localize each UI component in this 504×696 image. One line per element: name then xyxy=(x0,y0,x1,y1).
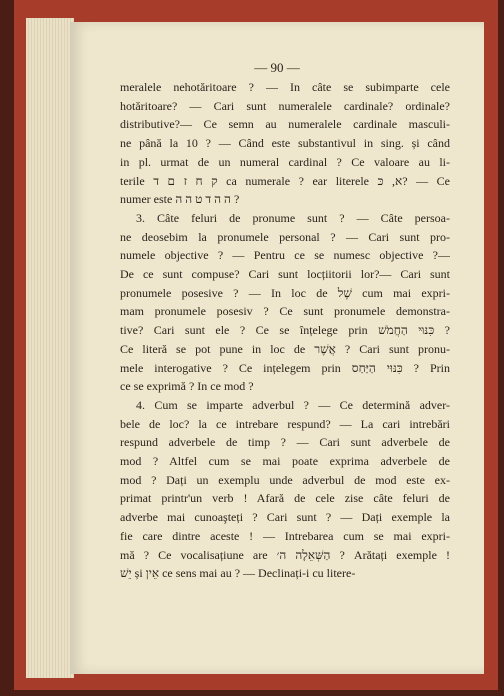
text-line: mă ? Ce vocalisațiune are הַשְּׁאֵלָה ה׳ ? Arătați exemple ! xyxy=(120,547,450,562)
text-line: 4. Cum se imparte adverbul ? — Ce determină adver- xyxy=(136,397,450,412)
page-number: — 90 — xyxy=(254,60,300,75)
text-line: tive? Cari sunt ele ? Ce se înțelege prin כִּנּוּי הַחֲמֹשׁ ? xyxy=(120,323,450,338)
text-line: terile ק ח ז ם ד ca numerale ? ear literele ﬡ, כּ? — Ce xyxy=(120,173,450,188)
text-block xyxy=(120,78,450,583)
text-line: in pl. urmat de un numeral cardinal ? Ce valoare au li- xyxy=(120,154,450,169)
text-line: Ce literă se pot pune in loc de אֲשֶׁר ? Cari sunt pronu- xyxy=(120,341,450,356)
text-line: mod ? Dați un exemplu unde adverbul de mod este ex- xyxy=(120,472,450,487)
text-line: fie care dintre aceste ! — Intrebarea cum se mai expri- xyxy=(120,528,450,543)
text-line: numer este ה ה ד ט ה ה ? xyxy=(120,192,240,207)
book-page xyxy=(70,22,484,674)
text-line: primat printr'un verb ! Afară de cele zise câte feluri de xyxy=(120,491,450,506)
text-line: mele interogative ? Ce ințelegem prin כִּנּוּי הַיַּחַס ? Prin xyxy=(120,360,450,375)
text-line: ce se exprimă ? In ce mod ? xyxy=(120,379,254,394)
text-line: bele de loc? la ce intrebare respund? — La cari intrebări xyxy=(120,416,450,431)
text-line: ne deosebim la pronumele personal ? — Cari sunt pro- xyxy=(120,229,450,244)
text-line: pronumele posesive ? — In loc de שֶׁל cum mai expri- xyxy=(120,285,450,300)
page-edges xyxy=(26,18,74,678)
text-line: mam pronumele posesiv ? Ce sunt pronumele demonstra- xyxy=(120,304,450,319)
text-line: hotăritoare? — Cari sunt numeralele cardinale? ordinale? xyxy=(120,98,450,113)
text-line: De ce sunt compuse? Cari sunt locțiitorii lor?— Cari sunt xyxy=(120,267,450,282)
text-line: ne până la 10 ? — Când este substantivul in sing. și când xyxy=(120,136,450,151)
text-line: 3. Câte feluri de pronume sunt ? — Câte persoa- xyxy=(136,210,450,225)
text-line: distributive?— Ce semn au numeralele cardinale masculi- xyxy=(120,117,450,132)
text-line: respund adverbele de timp ? — Cari sunt adverbele de xyxy=(120,435,450,450)
text-line: numele objective ? — Pentru ce se numesc objective ?— xyxy=(120,248,450,263)
text-line: meralele nehotăritoare ? — In câte se subimparte cele xyxy=(120,80,450,94)
text-line: adverbe mai cunoaşteți ? Cari sunt ? — Dați exemple la xyxy=(120,510,450,525)
text-line: mod ? Altfel cum se mai poate exprima adverbele de xyxy=(120,454,450,469)
text-line: יֵשׁ și אֵין ce sens mai au ? — Declinați-i cu litere- xyxy=(120,566,356,581)
